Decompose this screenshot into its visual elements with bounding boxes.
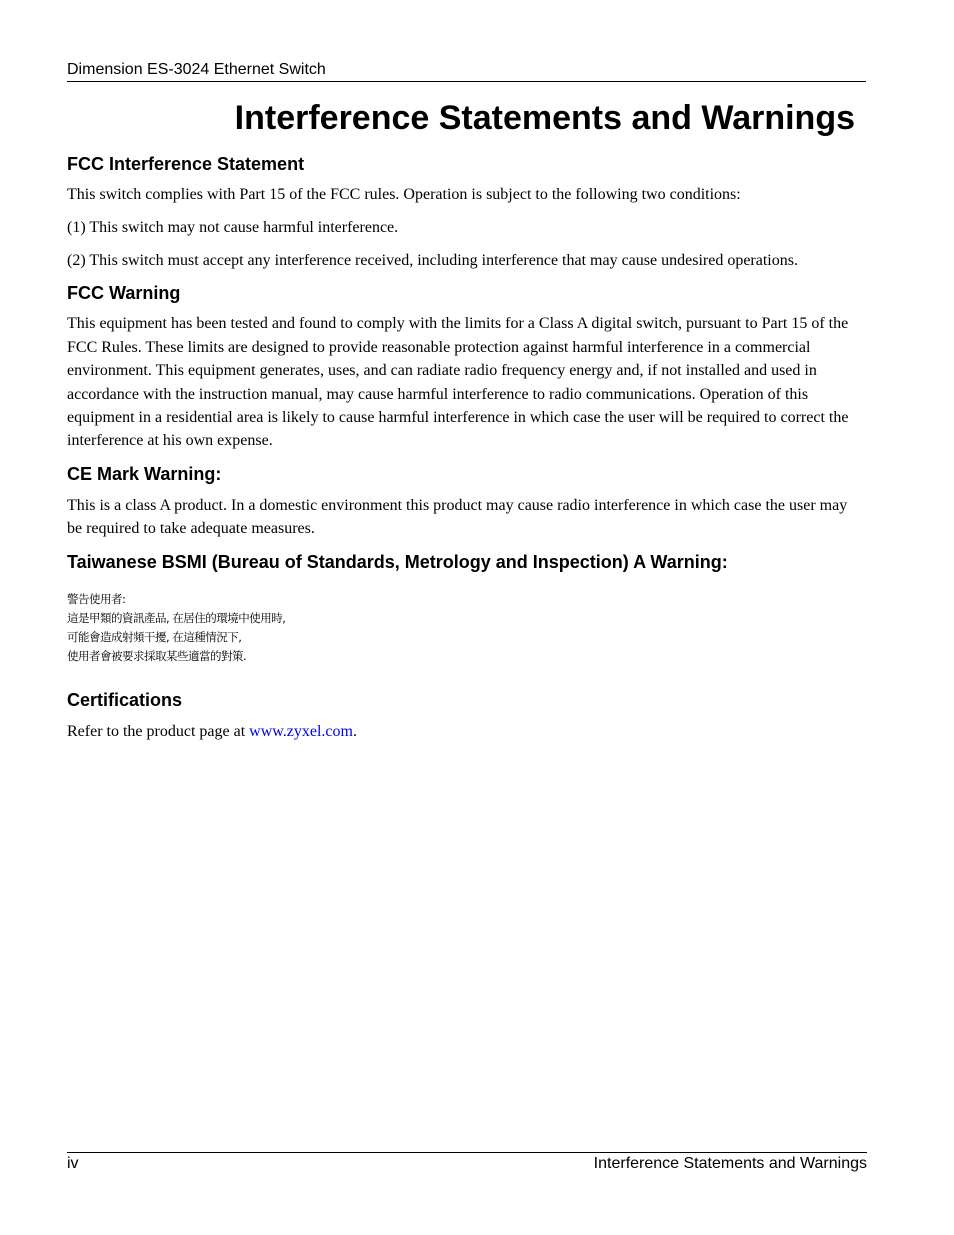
page-number: iv [67,1155,79,1172]
certifications-paragraph [67,720,857,743]
heading-taiwanese-bsmi-warning: Taiwanese BSMI (Bureau of Standards, Metrology and Inspection) A Warning: [67,551,728,572]
fcc-statement-paragraph-2: (1) This switch may not cause harmful interference. [67,219,399,236]
fcc-statement-paragraph-1: This switch complies with Part 15 of the FCC rules. Operation is subject to the following two conditions: [67,186,741,203]
heading-fcc-interference-statement: FCC Interference Statement [67,154,305,174]
running-header [67,60,866,82]
heading-certifications: Certifications [67,689,183,710]
ce-mark-paragraph: This is a class A product. In a domestic environment this product may cause radio interference in which case the user may be required to take adequate measures. [67,496,848,538]
fcc-warning-paragraph: This equipment has been tested and found to comply with the limits for a Class A digital switch, pursuant to Part 15 of the FCC Rules. These limits are designed to provide reasonable protection against harmful interference in a commercial environment. This equipment generates, uses, and can radiate radio frequency energy and, if not installed and used in accordance with the instruction manual, may cause harmful interference to radio communications. Operation of this equipment in a residential area is likely to cause harmful interference in which case the user will be required to correct the interference at his own expense. [67,315,849,450]
heading-ce-mark-warning: CE Mark Warning: [67,463,222,484]
page-title: Interference Statements and Warnings [234,99,855,137]
bsmi-line: 可能會造成射頻干擾, 在這種情況下, [67,629,242,644]
bsmi-line: 使用者會被要求採取某些適當的對策. [67,648,247,663]
running-header-title: Dimension ES-3024 Ethernet Switch [67,61,326,78]
zyxel-website-link[interactable]: www.zyxel.com [249,722,353,740]
certifications-period: . [352,722,357,740]
heading-fcc-warning: FCC Warning [67,283,181,304]
certifications-text: Refer to the product page at [67,722,250,740]
bsmi-line: 這是甲類的資訊產品, 在居住的環境中使用時, [67,610,286,625]
running-footer [67,1152,867,1172]
fcc-statement-paragraph-3: (2) This switch must accept any interference received, including interference that may cause undesired operations. [67,252,798,269]
bsmi-line: 警告使用者: [67,591,126,606]
page-content [67,150,857,743]
bsmi-chinese-warning [67,590,857,666]
footer-section-title: Interference Statements and Warnings [593,1155,867,1172]
